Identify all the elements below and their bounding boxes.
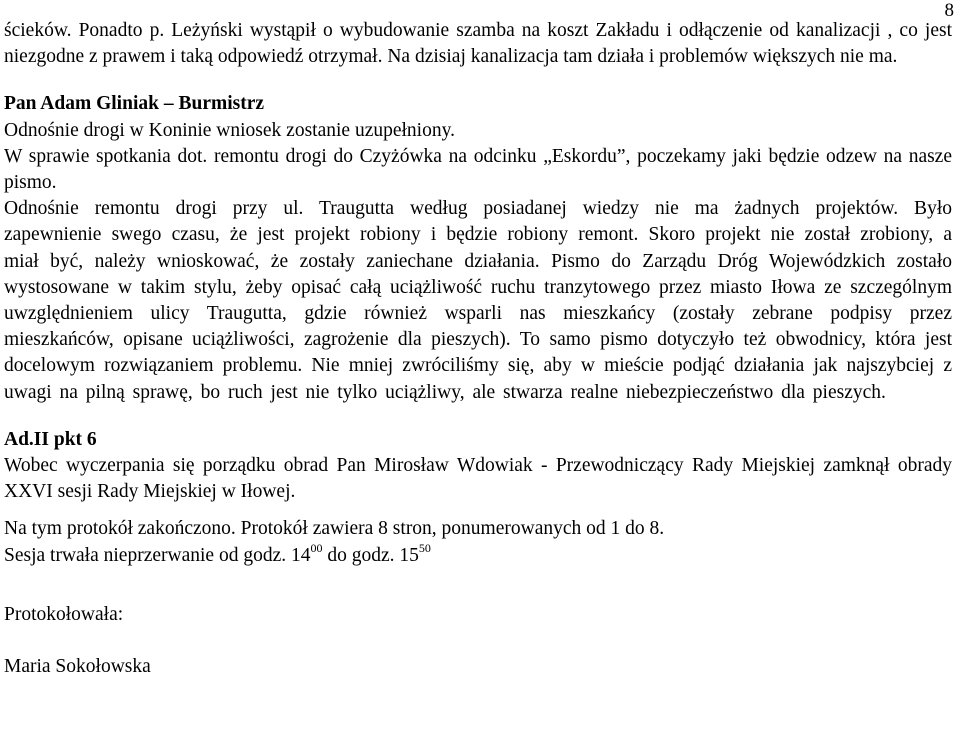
section-heading: Ad.II pkt 6 (4, 428, 97, 450)
paragraph-traugutta: Odnośnie remontu drogi przy ul. Traugutta według posiadanej wiedzy nie ma żadnych projektów. Było zapewnienie swego czasu, że jest projekt robiony i będzie robiony remont. Skoro projekt nie został zrobiony, a miał być, należy wnioskować, że zostały zaniechane działania. Pismo do Zarządu Dróg Wojewódzkich zostało wystosowane w takim stylu, żeby opisać całą uciążliwość ruchu tranzytowego przez miasto Iłowa ze szczególnym uwzględnieniem ulicy Traugutta, gdzie również wsparli nas mieszkańcy (zostały zebrane podpisy przez mieszkańców, opisane uciążliwości, zagrożenie dla pieszych). To samo pismo dotyczyło też obwodnicy, która jest docelowym rozwiązaniem problemu. Nie mniej zwróciliśmy się, aby w mieście podjąć działania jak najszybciej z uwagi na pilną sprawę, bo ruch jest nie tylko uciążliwy, ale stwarza realne niebezpieczeństwo dla pieszych. (4, 198, 952, 403)
paragraph-konin-road: Odnośnie drogi w Koninie wniosek zostanie uzupełniony. (4, 119, 455, 141)
document-body (4, 18, 952, 680)
recorder-label: Protokołowała: (4, 603, 124, 625)
paragraph-pages: Na tym protokół zakończono. Protokół zawiera 8 stron, ponumerowanych od 1 do 8. (4, 518, 665, 540)
recorder-name: Maria Sokołowska (4, 656, 151, 678)
paragraph-meeting: W sprawie spotkania dot. remontu drogi do Czyżówka na odcinku „Eskordu”, poczekamy jaki będzie odzew na nasze pismo. (4, 145, 952, 194)
paragraph-session-time (4, 540, 952, 569)
paragraph-closing: Wobec wyczerpania się porządku obrad Pan Mirosław Wdowiak - Przewodniczący Rady Miejskiej zamknął obrady XXVI sesji Rady Miejskiej w Iłowej. (4, 455, 952, 503)
page-number: 8 (944, 0, 954, 21)
paragraph-sewage: ścieków. Ponadto p. Leżyński wystąpił o wybudowanie szamba na koszt Zakładu i odłączenie od kanalizacji , co jest niezgodne z prawem i taką odpowiedź otrzymał. Na dzisiaj kanalizacja tam działa i problemów większych nie ma. (4, 20, 952, 68)
session-start-minutes: 00 (310, 540, 323, 555)
speaker-heading: Pan Adam Gliniak – Burmistrz (4, 93, 265, 115)
session-end-minutes: 50 (418, 540, 431, 555)
session-middle: do godz. 15 (322, 544, 419, 566)
session-prefix: Sesja trwała nieprzerwanie od godz. 14 (4, 544, 311, 566)
